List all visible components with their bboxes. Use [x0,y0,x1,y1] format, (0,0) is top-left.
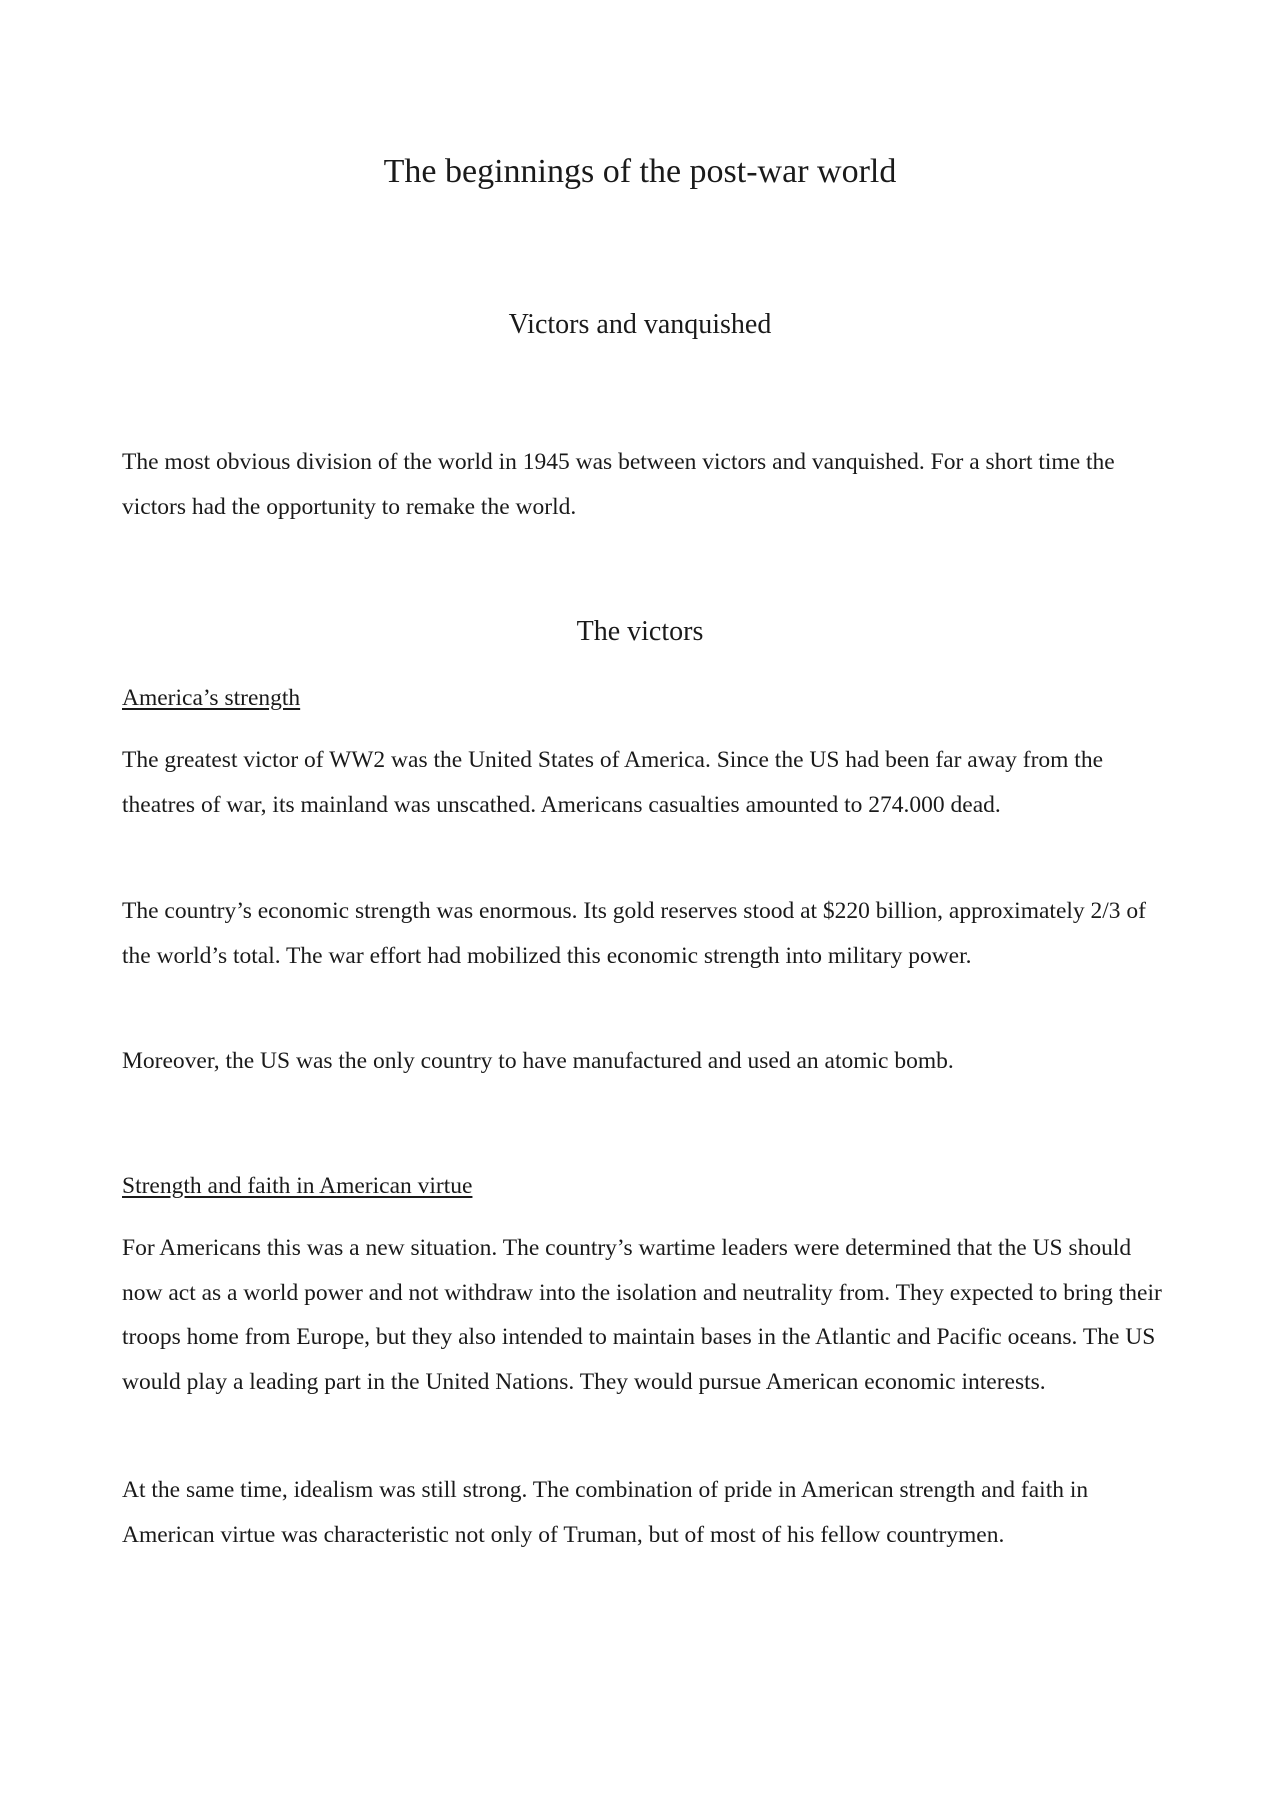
subheading-strength-and-faith: Strength and faith in American virtue [122,1173,473,1199]
paragraph-greatest-victor: The greatest victor of WW2 was the United States of America. Since the US had been far away from the theatres of war, its mainland was unscathed. Americans casualties amounted to 274.000 dead. [122,747,1104,818]
document-title: The beginnings of the post-war world [383,153,897,190]
paragraph-idealism: At the same time, idealism was still strong. The combination of pride in American strength and faith in American virtue was characteristic not only of Truman, but of most of his fellow countrymen. [122,1477,1089,1548]
paragraph-new-situation: For Americans this was a new situation. The country’s wartime leaders were determined that the US should now act as a world power and not withdraw into the isolation and neutrality from. They expected to bring their troops home from Europe, but they also intended to maintain bases in the Atlantic and Pacific oceans. The US would play a leading part in the United Nations. They would pursue American economic interests. [122,1235,1162,1395]
paragraph-atomic-bomb: Moreover, the US was the only country to have manufactured and used an atomic bomb. [122,1048,954,1074]
paragraph-economic-strength: The country’s economic strength was enormous. Its gold reserves stood at $220 billion, approximately 2/3 of the world’s total. The war effort had mobilized this economic strength into military power. [122,898,1147,969]
intro-paragraph: The most obvious division of the world in 1945 was between victors and vanquished. For a short time the victors had the opportunity to remake the world. [122,449,1115,520]
section-heading-the-victors: The victors [576,616,704,647]
section-heading-victors-vanquished: Victors and vanquished [508,309,772,340]
subheading-americas-strength: America’s strength [122,685,301,711]
